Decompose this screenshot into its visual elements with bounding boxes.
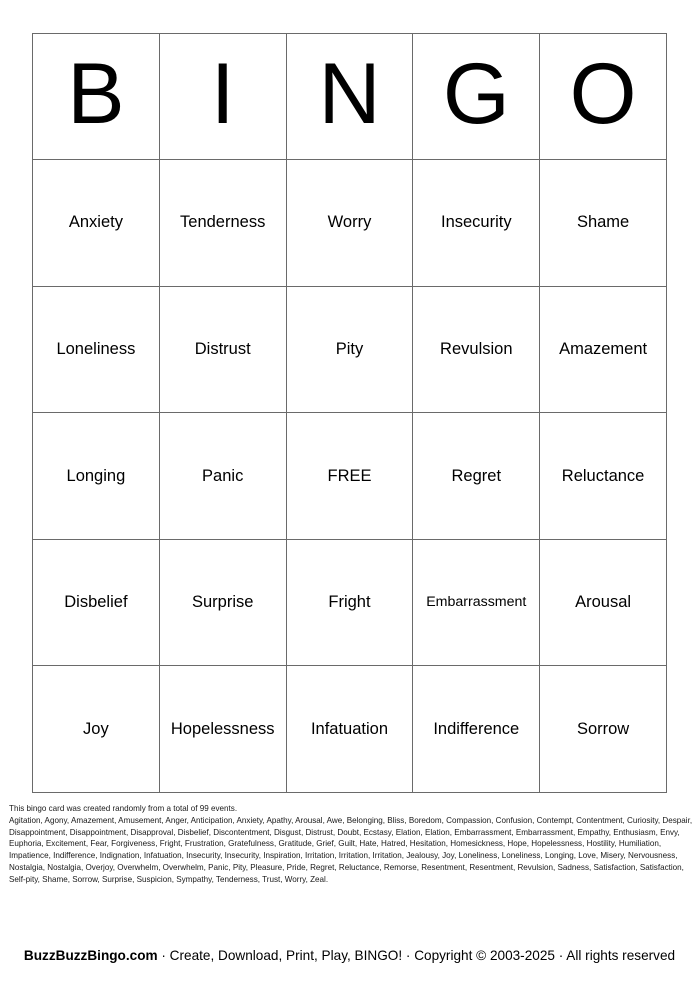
bingo-cell-g1[interactable]: Insecurity xyxy=(413,160,540,287)
bingo-cell-g4[interactable]: Embarrassment xyxy=(413,540,540,667)
header-letter-g: G xyxy=(413,34,540,160)
bingo-cell-n4[interactable]: Fright xyxy=(287,540,414,667)
bingo-cell-b2[interactable]: Loneliness xyxy=(33,287,160,414)
header-letter-o: O xyxy=(540,34,667,160)
footer xyxy=(0,948,699,963)
bingo-cell-n1[interactable]: Worry xyxy=(287,160,414,287)
bingo-cell-o2[interactable]: Amazement xyxy=(540,287,667,414)
fineprint-intro: This bingo card was created randomly from a total of 99 events. xyxy=(9,804,238,813)
bingo-cell-n5[interactable]: Infatuation xyxy=(287,666,414,793)
bingo-cell-n2[interactable]: Pity xyxy=(287,287,414,414)
bingo-cell-g3[interactable]: Regret xyxy=(413,413,540,540)
bingo-cell-i3[interactable]: Panic xyxy=(160,413,287,540)
header-letter-i: I xyxy=(160,34,287,160)
bingo-cell-g5[interactable]: Indifference xyxy=(413,666,540,793)
bingo-card-grid xyxy=(32,33,667,793)
bingo-cell-i2[interactable]: Distrust xyxy=(160,287,287,414)
bingo-cell-free-space[interactable]: FREE xyxy=(287,413,414,540)
fineprint-block xyxy=(9,803,693,886)
bingo-row-2 xyxy=(33,287,667,414)
bingo-cell-g2[interactable]: Revulsion xyxy=(413,287,540,414)
header-letter-b: B xyxy=(33,34,160,160)
bingo-cell-i5[interactable]: Hopelessness xyxy=(160,666,287,793)
bingo-cell-b1[interactable]: Anxiety xyxy=(33,160,160,287)
bingo-cell-i1[interactable]: Tenderness xyxy=(160,160,287,287)
bingo-cell-i4[interactable]: Surprise xyxy=(160,540,287,667)
bingo-cell-o5[interactable]: Sorrow xyxy=(540,666,667,793)
bingo-row-3 xyxy=(33,413,667,540)
bingo-cell-o3[interactable]: Reluctance xyxy=(540,413,667,540)
bingo-cell-b3[interactable]: Longing xyxy=(33,413,160,540)
bingo-cell-b4[interactable]: Disbelief xyxy=(33,540,160,667)
footer-tagline: · Create, Download, Print, Play, BINGO! · Copyright © 2003-2025 · All rights reserved xyxy=(157,948,676,963)
bingo-cell-o1[interactable]: Shame xyxy=(540,160,667,287)
bingo-cell-o4[interactable]: Arousal xyxy=(540,540,667,667)
bingo-header-row xyxy=(33,34,667,160)
bingo-row-5 xyxy=(33,666,667,793)
footer-brand[interactable]: BuzzBuzzBingo.com xyxy=(23,948,158,963)
bingo-row-1 xyxy=(33,160,667,287)
bingo-row-4 xyxy=(33,540,667,667)
fineprint-event-list: Agitation, Agony, Amazement, Amusement, Anger, Anticipation, Anxiety, Apathy, Arousal, Awe, Belonging, Bliss, Boredom, Compassion, Confusion, Contempt, Contentment, Curiosity, Despair, Disappointment, Disappointment, Disapproval, Disbelief, Discontentment, Disgust, Distrust, Doubt, Ecstasy, Elation, Elation, Embarrassment, Embarrassment, Empathy, Enthusiasm, Envy, Euphoria, Excitement, Fear, Forgiveness, Fright, Frustration, Gratefulness, Gratitude, Grief, Guilt, Hate, Hatred, Hesitation, Homesickness, Hope, Hopelessness, Hostility, Humiliation, Impatience, Indifference, Indignation, Infatuation, Insecurity, Insecurity, Inspiration, Irritation, Irritation, Irritation, Jealousy, Joy, Loneliness, Loneliness, Longing, Love, Misery, Nervousness, Nostalgia, Nostalgia, Overjoy, Overwhelm, Overwhelm, Panic, Pity, Pleasure, Pride, Regret, Reluctance, Remorse, Resentment, Resentment, Revulsion, Sadness, Satisfaction, Satisfaction, Self-pity, Shame, Sorrow, Surprise, Suspicion, Sympathy, Tenderness, Trust, Worry, Zeal. xyxy=(9,815,693,884)
header-letter-n: N xyxy=(287,34,414,160)
bingo-cell-b5[interactable]: Joy xyxy=(33,666,160,793)
